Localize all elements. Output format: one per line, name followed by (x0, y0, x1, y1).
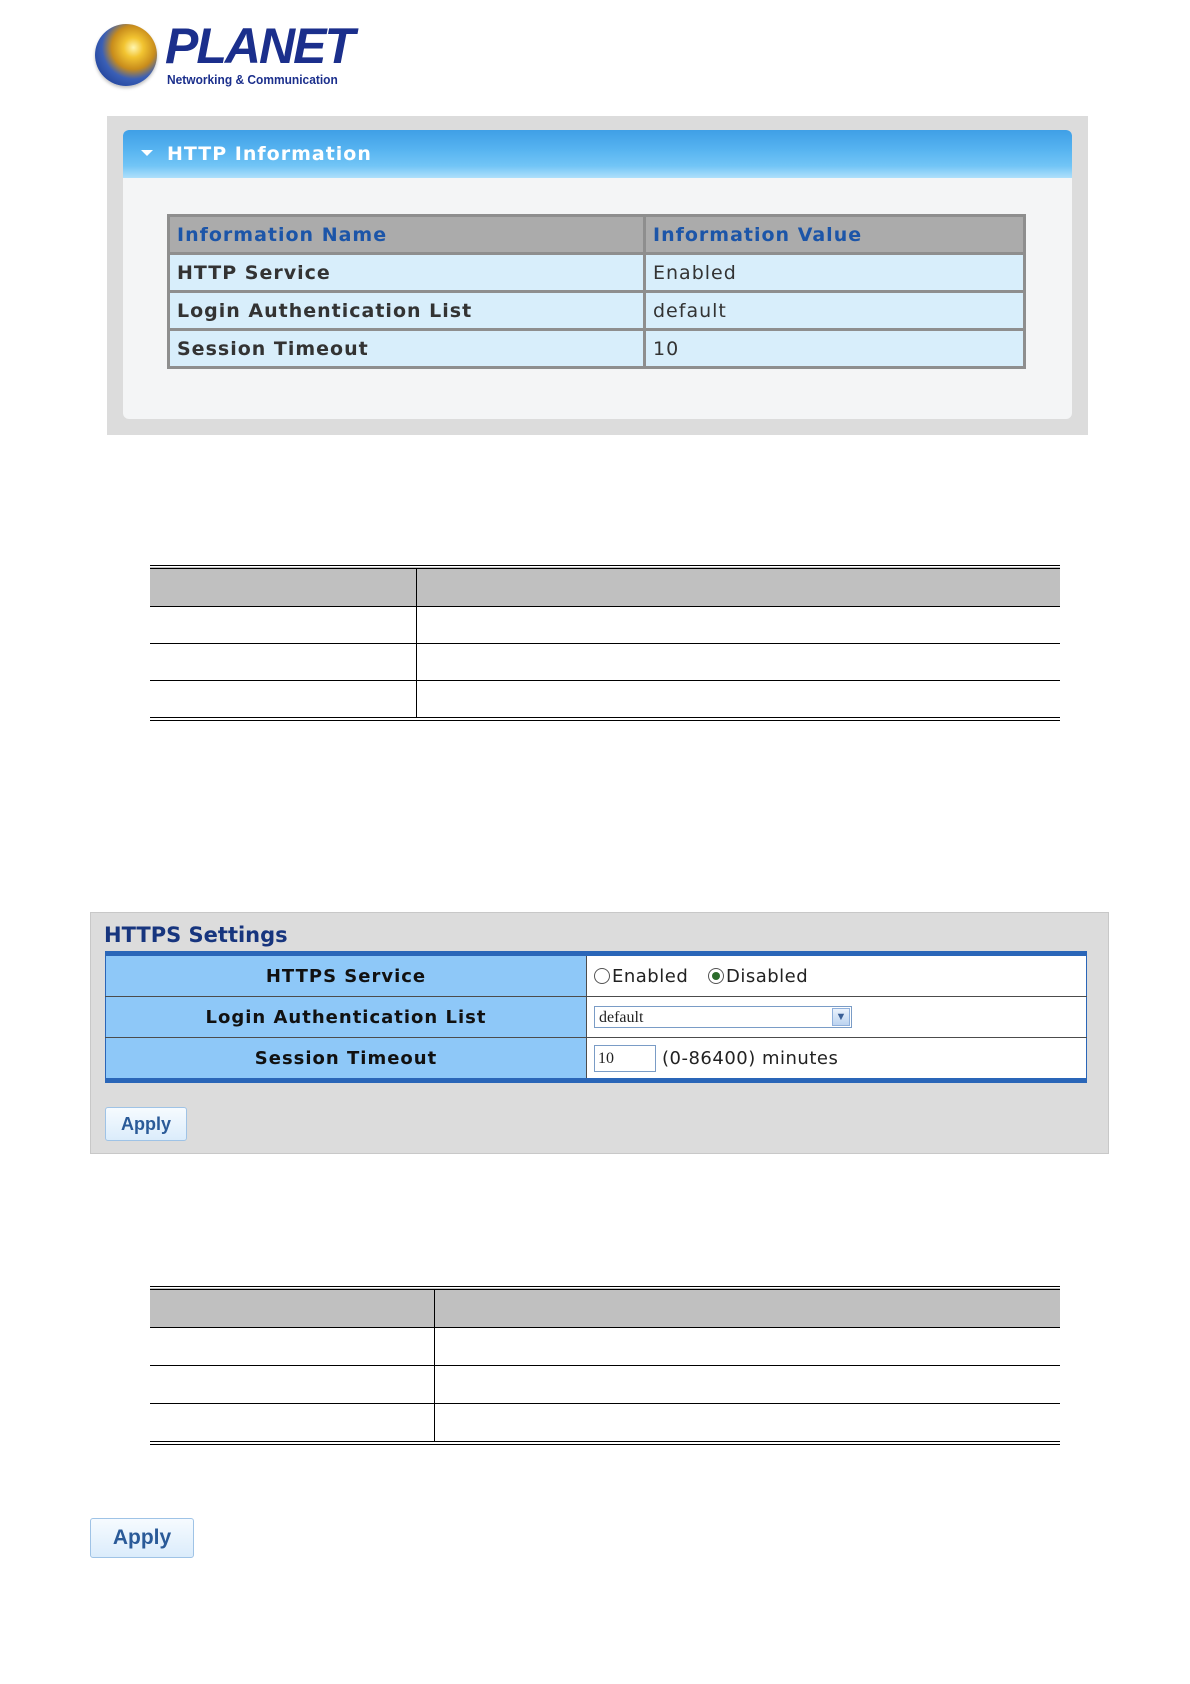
https-service-control (587, 954, 1087, 997)
table-header-row (150, 567, 1060, 607)
disabled-radio[interactable] (708, 968, 724, 984)
info-name-cell: HTTP Service (169, 254, 645, 292)
session-timeout-row (106, 1038, 1087, 1081)
table-row (169, 330, 1025, 368)
disabled-radio-label[interactable]: Disabled (725, 965, 809, 987)
login-auth-label: Login Authentication List (106, 997, 587, 1038)
info-value-cell: 10 (645, 330, 1025, 368)
info-name-cell: Session Timeout (169, 330, 645, 368)
session-timeout-control (587, 1038, 1087, 1081)
table-header-row (169, 216, 1025, 254)
https-service-row (106, 954, 1087, 997)
info-value-cell: default (645, 292, 1025, 330)
header-cell (435, 1288, 1061, 1328)
https-settings-table (105, 951, 1087, 1083)
http-information-header[interactable] (123, 130, 1072, 178)
header-cell (150, 1288, 435, 1328)
login-auth-select-value: default (599, 1009, 644, 1026)
collapse-arrow-icon[interactable] (141, 150, 153, 156)
info-value-cell: Enabled (645, 254, 1025, 292)
http-information-panel (107, 116, 1088, 435)
enabled-radio[interactable] (594, 968, 610, 984)
table-row (150, 681, 1060, 720)
session-timeout-input[interactable]: 10 (594, 1045, 656, 1072)
apply-button-large[interactable]: Apply (90, 1518, 194, 1558)
enabled-radio-label[interactable]: Enabled (612, 965, 689, 987)
http-information-box (123, 130, 1072, 419)
description-table-2 (150, 1286, 1060, 1445)
https-service-label: HTTPS Service (106, 954, 587, 997)
login-auth-control (587, 997, 1087, 1038)
table-row (150, 644, 1060, 681)
https-settings-panel (90, 912, 1109, 1154)
table-row (169, 254, 1025, 292)
table-row (169, 292, 1025, 330)
session-timeout-label: Session Timeout (106, 1038, 587, 1081)
http-information-title: HTTP Information (167, 143, 372, 165)
table-header-row (150, 1288, 1060, 1328)
description-table-1 (150, 565, 1060, 721)
chevron-down-icon[interactable]: ▼ (832, 1008, 850, 1026)
planet-logo (95, 18, 355, 92)
table-row (150, 1404, 1060, 1444)
apply-button[interactable]: Apply (105, 1107, 187, 1141)
login-auth-select[interactable] (594, 1006, 852, 1028)
logo-name: PLANET (165, 18, 353, 74)
header-cell (150, 567, 417, 607)
column-header-value: Information Value (645, 216, 1025, 254)
https-settings-title: HTTPS Settings (104, 923, 288, 947)
table-row (150, 1366, 1060, 1404)
login-auth-row (106, 997, 1087, 1038)
info-name-cell: Login Authentication List (169, 292, 645, 330)
header-cell (417, 567, 1061, 607)
session-timeout-range: (0-86400) minutes (662, 1047, 839, 1069)
logo-tagline: Networking & Communication (167, 72, 338, 87)
column-header-name: Information Name (169, 216, 645, 254)
table-row (150, 607, 1060, 644)
globe-icon (95, 24, 157, 86)
table-row (150, 1328, 1060, 1366)
http-information-table (167, 214, 1026, 369)
